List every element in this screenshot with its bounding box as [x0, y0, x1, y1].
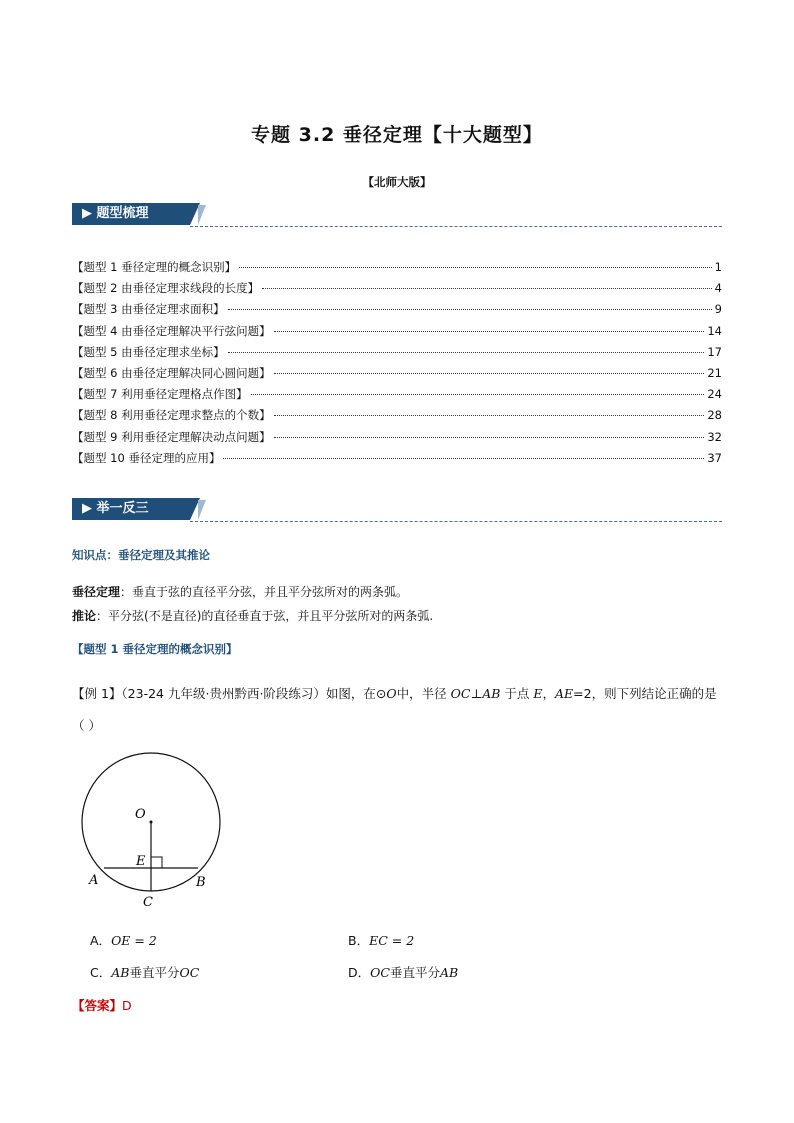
option-d[interactable]: D．OC垂直平分AB [348, 965, 459, 980]
edition-subtitle: 【北师大版】 [362, 175, 432, 189]
label-o: O [135, 807, 146, 822]
circle-diagram [80, 752, 240, 912]
label-c: C [143, 895, 153, 910]
theorem-statement: 垂径定理：垂直于弦的直径平分弦，并且平分弦所对的两条弧。 [72, 585, 409, 599]
section-divider [190, 226, 722, 227]
corollary-statement: 推论：平分弦(不是直径)的直径垂直于弦，并且平分弦所对的两条弧. [72, 609, 434, 623]
section-tag: ▶ 举一反三 [72, 498, 190, 520]
toc-entry[interactable]: 【题型 5 由垂径定理求坐标】 17 [72, 344, 722, 359]
toc-entry[interactable]: 【题型 1 垂径定理的概念识别】 1 [72, 260, 722, 274]
option-a[interactable]: A．OE = 2 [90, 933, 157, 948]
toc-entry[interactable]: 【题型 8 利用垂径定理求整点的个数】 28 [72, 408, 722, 423]
label-a: A [89, 873, 99, 888]
toc-entry[interactable]: 【题型 10 垂径定理的应用】 37 [72, 450, 722, 465]
knowledge-point-heading: 知识点：垂径定理及其推论 [72, 548, 210, 562]
answer-line: 【答案】D [72, 998, 132, 1013]
toc-entry[interactable]: 【题型 9 利用垂径定理解决动点问题】 32 [72, 429, 722, 444]
example-question: 【例 1】（23-24 九年级·贵州黔西·阶段练习）如图，在⊙O中，半径 OC⊥AB 于点 E，AE=2，则下列结论正确的是（ ） [72, 686, 717, 733]
section-header-question-types [72, 203, 722, 229]
answer-value: D [122, 998, 132, 1013]
option-c[interactable]: C．AB垂直平分OC [90, 965, 200, 980]
center-point [150, 821, 153, 824]
toc-entry[interactable]: 【题型 4 由垂径定理解决平行弦问题】 14 [72, 323, 722, 338]
right-angle-mark [151, 857, 162, 868]
label-b: B [196, 875, 206, 890]
label-e: E [136, 854, 146, 869]
table-of-contents [72, 259, 722, 471]
section-tag: ▶ 题型梳理 [72, 203, 190, 225]
toc-entry[interactable]: 【题型 2 由垂径定理求线段的长度】 4 [72, 281, 722, 296]
option-b[interactable]: B．EC = 2 [348, 933, 415, 948]
toc-entry[interactable]: 【题型 6 由垂径定理解决同心圆问题】 21 [72, 365, 722, 380]
toc-entry[interactable]: 【题型 7 利用垂径定理格点作图】 24 [72, 387, 722, 402]
section-header-practice [72, 498, 722, 524]
question-type-heading: 【题型 1 垂径定理的概念识别】 [72, 642, 238, 656]
section-divider [190, 521, 722, 522]
toc-entry[interactable]: 【题型 3 由垂径定理求面积】 9 [72, 302, 722, 317]
page-title: 专题 3.2 垂径定理【十大题型】 [251, 124, 543, 146]
